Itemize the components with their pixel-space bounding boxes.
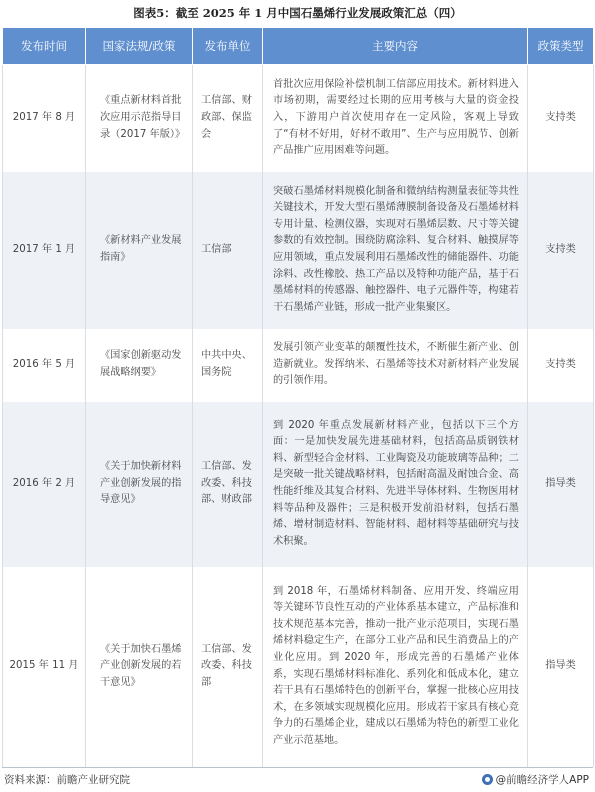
cell-type: 指导类 [528,402,594,567]
cell-policy-name: 《国家创新驱动发展战略纲要》 [86,329,193,402]
policy-table [2,27,594,767]
table-row [3,65,594,172]
cell-date: 2017 年 1 月 [3,172,86,329]
cell-policy-name: 《重点新材料首批次应用示范指导目录（2017 年版）》 [86,65,193,172]
cell-content: 到 2020 年重点发展新材料产业，包括以下三个方面：一是加快发展先进基础材料，包括高品质钢铁材料、新型轻合金材料、工业陶瓷及功能玻璃等品种；二是突破一批关键战略材料，包括耐高温及耐蚀合金、高性能纤维及其复合材料、先进半导体材料、生物医用材料等品种及器件；三是积极开发前沿材料，包括石墨烯、增材制造材料、智能材料、超材料等基础研究与技术积聚。 [263,402,528,567]
cell-content: 突破石墨烯材料规模化制备和微纳结构测量表征等共性关键技术，开发大型石墨烯薄膜制备设备及石墨烯材料专用计量、检测仪器，实现对石墨烯层数、尺寸等关键参数的有效控制。围绕防腐涂料、复合材料、触摸屏等应用领域，重点发展利用石墨烯改性的储能器件、功能涂料、改性橡胶、热工产品以及特种功能产品，基于石墨烯材料的传感器、触控器件、电子元器件等，构建若干石墨烯产业链，形成一批产业集聚区。 [263,172,528,329]
cell-content: 首批次应用保险补偿机制工信部应用技术。新材料进入市场初期，需要经过长期的应用考核与大量的资金投入，下游用户首次使用存在一定风险，客观上导致了“有材不好用，好材不敢用”、生产与应用脱节、创新产品推广应用困难等问题。 [263,65,528,172]
table-row [3,172,594,329]
app-credit [482,772,589,787]
cell-policy-name: 《关于加快石墨烯产业创新发展的若干意见》 [86,567,193,767]
table-row [3,402,594,567]
header-date: 发布时间 [3,28,86,65]
app-logo-icon [482,774,493,785]
source-note: 资料来源：前瞻产业研究院 [4,774,130,786]
cell-type: 支持类 [528,65,594,172]
cell-issuer: 工信部、发改委、科技部 [193,567,263,767]
cell-type: 指导类 [528,567,594,767]
cell-date: 2017 年 8 月 [3,65,86,172]
header-type: 政策类型 [528,28,594,65]
app-credit-text: @前瞻经济学人APP [495,774,589,786]
header-policy-name: 国家法规/政策 [86,28,193,65]
footer-divider [2,767,593,768]
page-title: 图表5：截至 2025 年 1 月中国石墨烯行业发展政策汇总（四） [133,6,462,20]
table-row [3,567,594,767]
cell-policy-name: 《关于加快新材料产业创新发展的指导意见》 [86,402,193,567]
table-row [3,329,594,402]
table-header-row [3,28,594,65]
cell-policy-name: 《新材料产业发展指南》 [86,172,193,329]
cell-date: 2016 年 2 月 [3,402,86,567]
cell-type: 支持类 [528,172,594,329]
header-issuer: 发布单位 [193,28,263,65]
cell-type: 支持类 [528,329,594,402]
cell-date: 2015 年 11 月 [3,567,86,767]
cell-issuer: 工信部、发改委、科技部、财政部 [193,402,263,567]
cell-content: 到 2018 年，石墨烯材料制备、应用开发、终端应用等关键环节良性互动的产业体系基本建立，产品标准和技术规范基本完善，推动一批产业示范项目，实现石墨烯材料稳定生产，在部分工业产品和民生消费品上的产业化应用。到 2020 年，形成完善的石墨烯产业体系，实现石墨烯材料标准化、系列化和低成本化，建立若干具有石墨烯特色的创新平台，掌握一批核心应用技术，在多领域实现规模化应用。形成若干家具有核心竞争力的石墨烯企业，建成以石墨烯为特色的新型工业化产业示范基地。 [263,567,528,767]
cell-date: 2016 年 5 月 [3,329,86,402]
cell-issuer: 中共中央、国务院 [193,329,263,402]
cell-content: 发展引领产业变革的颠覆性技术，不断催生新产业、创造新就业。发挥纳米、石墨烯等技术对新材料产业发展的引领作用。 [263,329,528,402]
header-content: 主要内容 [263,28,528,65]
cell-issuer: 工信部、财政部、保监会 [193,65,263,172]
cell-issuer: 工信部 [193,172,263,329]
